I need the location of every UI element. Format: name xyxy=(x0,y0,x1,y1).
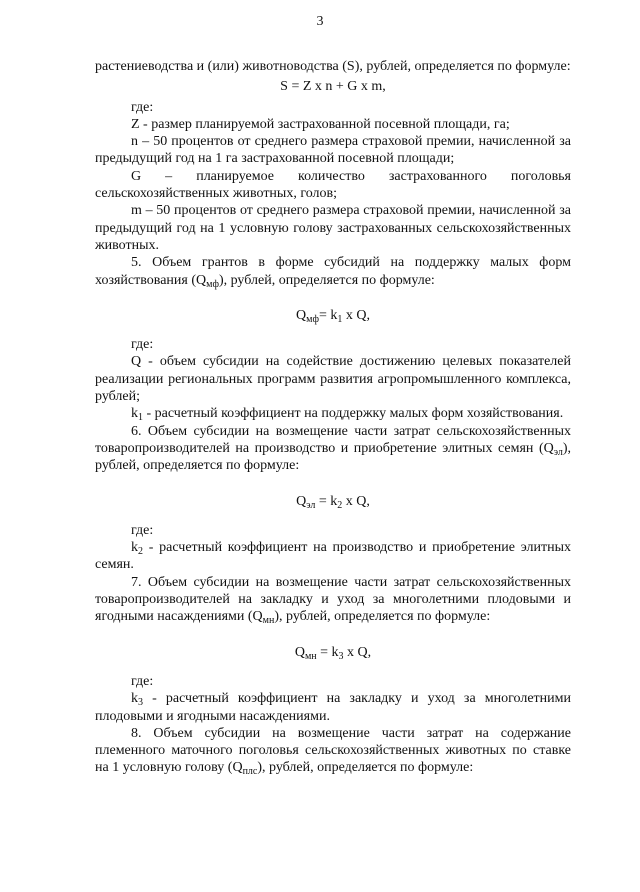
subscript: мф xyxy=(206,278,219,290)
formula xyxy=(95,493,571,510)
where-label: где: xyxy=(131,337,154,353)
paragraph xyxy=(95,539,571,574)
subscript: мф xyxy=(306,313,319,325)
text-run: - расчетный коэффициент на производство и приобретение элитных семян. xyxy=(95,540,571,573)
subscript: 1 xyxy=(138,412,143,424)
paragraph xyxy=(95,574,571,626)
paragraph: G – планируемое количество застрахованного поголовья сельскохозяйственных животных, голов; xyxy=(95,168,571,202)
text-run: x Q, xyxy=(343,644,372,660)
text-run: ), рублей, определяется по формуле: xyxy=(274,609,491,625)
formula xyxy=(95,644,571,661)
subscript: 1 xyxy=(337,313,343,325)
text-run: 7. Объем субсидии на возмещение части затрат сельскохозяйственных товаропроизводителей на закладку и уход за многолетними плодовыми и ягодными насаждениями (Q xyxy=(95,574,571,625)
text-run: Q xyxy=(296,493,307,509)
paragraph xyxy=(95,725,571,777)
text-run: = k xyxy=(316,644,339,660)
text-run: 8. Объем субсидии на возмещение части затрат на содержание племенного маточного поголовья сельскохозяйственных животных по ставке на 1 условную голову (Q xyxy=(95,725,571,776)
text-run: x Q, xyxy=(342,493,370,509)
where-label: где: xyxy=(131,522,154,538)
text-run: 6. Объем субсидии на возмещение части затрат сельскохозяйственных товаропроизводителей на производство и приобретение элитных семян (Q xyxy=(95,423,571,456)
paragraph: Z - размер планируемой застрахованной посевной площади, га; xyxy=(131,116,510,132)
paragraph xyxy=(95,423,571,475)
subscript: 2 xyxy=(337,499,343,511)
text-run: k xyxy=(131,540,138,556)
paragraph: m – 50 процентов от среднего размера страховой премии, начисленной за предыдущий год на 1 условную голову застрахованных сельскохозяйственных животных. xyxy=(95,203,571,253)
text-run: x Q, xyxy=(342,307,370,323)
subscript: эл xyxy=(553,446,563,458)
text-run: ), рублей, определяется по формуле: xyxy=(257,760,474,776)
formula: S = Z x n + G x m, xyxy=(280,79,386,95)
subscript: 3 xyxy=(138,697,143,709)
paragraph: Q - объем субсидии на содействие достижению целевых показателей реализации региональных программ развития агропромышленного комплекса, рублей; xyxy=(95,354,571,405)
subscript: плс xyxy=(242,766,258,778)
where-label: где: xyxy=(131,99,154,115)
paragraph xyxy=(95,405,571,422)
text-run: k xyxy=(131,406,138,422)
document-body xyxy=(95,58,571,777)
paragraph: n – 50 процентов от среднего размера страховой премии, начисленной за предыдущий год на 1 га застрахованной посевной площади; xyxy=(95,134,571,167)
text-run: Q xyxy=(294,644,305,660)
subscript: мн xyxy=(262,615,275,627)
paragraph xyxy=(95,254,571,289)
paragraph: растениеводства и (или) животноводства (S), рублей, определяется по формуле: xyxy=(95,59,571,74)
subscript: эл xyxy=(306,499,316,511)
subscript: 3 xyxy=(338,650,344,662)
subscript: 2 xyxy=(138,546,143,558)
text-run: Q xyxy=(296,307,307,323)
text-run: 5. Объем грантов в форме субсидий на поддержку малых форм хозяйствования (Q xyxy=(95,255,571,288)
text-run: - расчетный коэффициент на закладку и уход за многолетними плодовыми и ягодными насаждениями. xyxy=(95,691,571,724)
formula xyxy=(95,307,571,324)
text-run: ), рублей, определяется по формуле: xyxy=(218,272,435,288)
subscript: мн xyxy=(304,650,317,662)
where-label: где: xyxy=(131,673,154,689)
text-run: ), рублей, определяется по формуле: xyxy=(95,440,571,474)
text-run: = k xyxy=(318,307,338,323)
page-number: 3 xyxy=(316,14,324,29)
text-run: k xyxy=(131,691,138,707)
text-run: = k xyxy=(315,493,338,509)
text-run: - расчетный коэффициент на поддержку малых форм хозяйствования. xyxy=(143,406,564,422)
paragraph xyxy=(95,690,571,725)
